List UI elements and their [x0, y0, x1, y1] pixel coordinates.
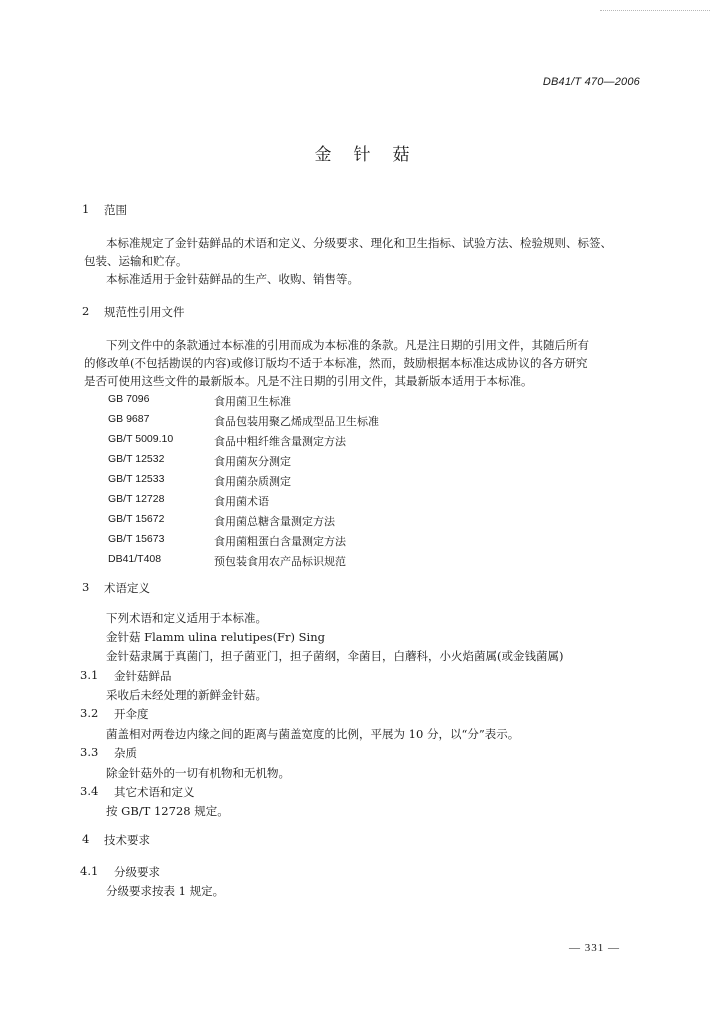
- subsection-number: 3.2: [80, 706, 99, 720]
- ref-title: 食用菌总糖含量测定方法: [214, 515, 335, 528]
- section-2-title: 规范性引用文件: [104, 305, 185, 319]
- subsection-title: 金针菇鲜品: [114, 669, 172, 683]
- ref-title: 食品包装用聚乙烯成型品卫生标准: [214, 415, 379, 428]
- ref-code: GB/T 12532: [108, 453, 165, 465]
- subsection-title: 开伞度: [114, 707, 149, 721]
- section-4-title: 技术要求: [104, 833, 150, 847]
- section-3-title: 术语定义: [104, 581, 150, 595]
- subsection-number: 3.3: [80, 745, 99, 759]
- subsection-number: 3.1: [80, 668, 99, 682]
- section-2-line-3: 是否可使用这些文件的最新版本。凡是不注日期的引用文件，其最新版本适用于本标准。: [84, 374, 533, 388]
- ref-title: 食用菌卫生标准: [214, 395, 291, 408]
- section-3-line-2: 金针菇 Flamm ulina relutipes(Fr) Sing: [106, 630, 325, 644]
- ref-code: GB/T 5009.10: [108, 433, 174, 445]
- ref-title: 食用菌术语: [214, 495, 269, 508]
- ref-code: GB/T 15673: [108, 533, 165, 545]
- subsection-text: 按 GB/T 12728 规定。: [106, 804, 229, 818]
- ref-title: 食用菌杂质测定: [214, 475, 291, 488]
- ref-code: GB/T 12533: [108, 473, 165, 485]
- ref-title: 食用菌粗蛋白含量测定方法: [214, 535, 346, 548]
- section-3-line-3: 金针菇隶属于真菌门，担子菌亚门，担子菌纲，伞菌目，白蘑科，小火焰菌属(或金钱菌属): [106, 649, 564, 663]
- subsection-title: 杂质: [114, 746, 137, 760]
- subsection-number: 4.1: [80, 864, 99, 878]
- subsection-title: 分级要求: [114, 865, 160, 879]
- ref-title: 食品中粗纤维含量测定方法: [214, 435, 346, 448]
- ref-code: GB/T 15672: [108, 513, 165, 525]
- section-1-line-2: 包装、运输和贮存。: [84, 254, 188, 268]
- section-2-line-2: 的修改单(不包括勘误的内容)或修订版均不适于本标准，然而，鼓励根据本标准达成协议的各方研究: [84, 356, 588, 370]
- ref-code: GB/T 12728: [108, 493, 165, 505]
- ref-title: 食用菌灰分测定: [214, 455, 291, 468]
- ref-title: 预包装食用农产品标识规范: [214, 555, 346, 568]
- page-number: — 331 —: [569, 942, 620, 954]
- standard-number: DB41/T 470—2006: [542, 76, 640, 88]
- section-3-number: 3: [82, 580, 90, 594]
- section-2-line-1: 下列文件中的条款通过本标准的引用而成为本标准的条款。凡是注日期的引用文件，其随后所有: [106, 338, 589, 352]
- section-1-line-3: 本标准适用于金针菇鲜品的生产、收购、销售等。: [106, 272, 359, 286]
- subsection-text: 除金针菇外的一切有机物和无机物。: [106, 766, 290, 780]
- document-title: 金针菇: [314, 145, 432, 165]
- section-2-number: 2: [82, 304, 90, 318]
- ref-code: DB41/T408: [108, 553, 162, 565]
- subsection-text: 菌盖相对两卷边内缘之间的距离与菌盖宽度的比例，平展为 10 分，以“分”表示。: [106, 727, 520, 741]
- subsection-number: 3.4: [80, 784, 99, 798]
- section-3-line-1: 下列术语和定义适用于本标准。: [106, 611, 267, 625]
- ref-code: GB 7096: [108, 393, 150, 405]
- section-1-number: 1: [82, 202, 90, 216]
- subsection-title: 其它术语和定义: [114, 785, 195, 799]
- scan-edge-line: [600, 10, 710, 11]
- section-4-number: 4: [82, 832, 90, 846]
- ref-code: GB 9687: [108, 413, 150, 425]
- subsection-text: 分级要求按表 1 规定。: [106, 884, 225, 898]
- subsection-text: 采收后未经处理的新鲜金针菇。: [106, 688, 267, 702]
- section-1-title: 范围: [104, 203, 127, 217]
- section-1-line-1: 本标准规定了金针菇鲜品的术语和定义、分级要求、理化和卫生指标、试验方法、检验规则、标签、: [106, 236, 612, 250]
